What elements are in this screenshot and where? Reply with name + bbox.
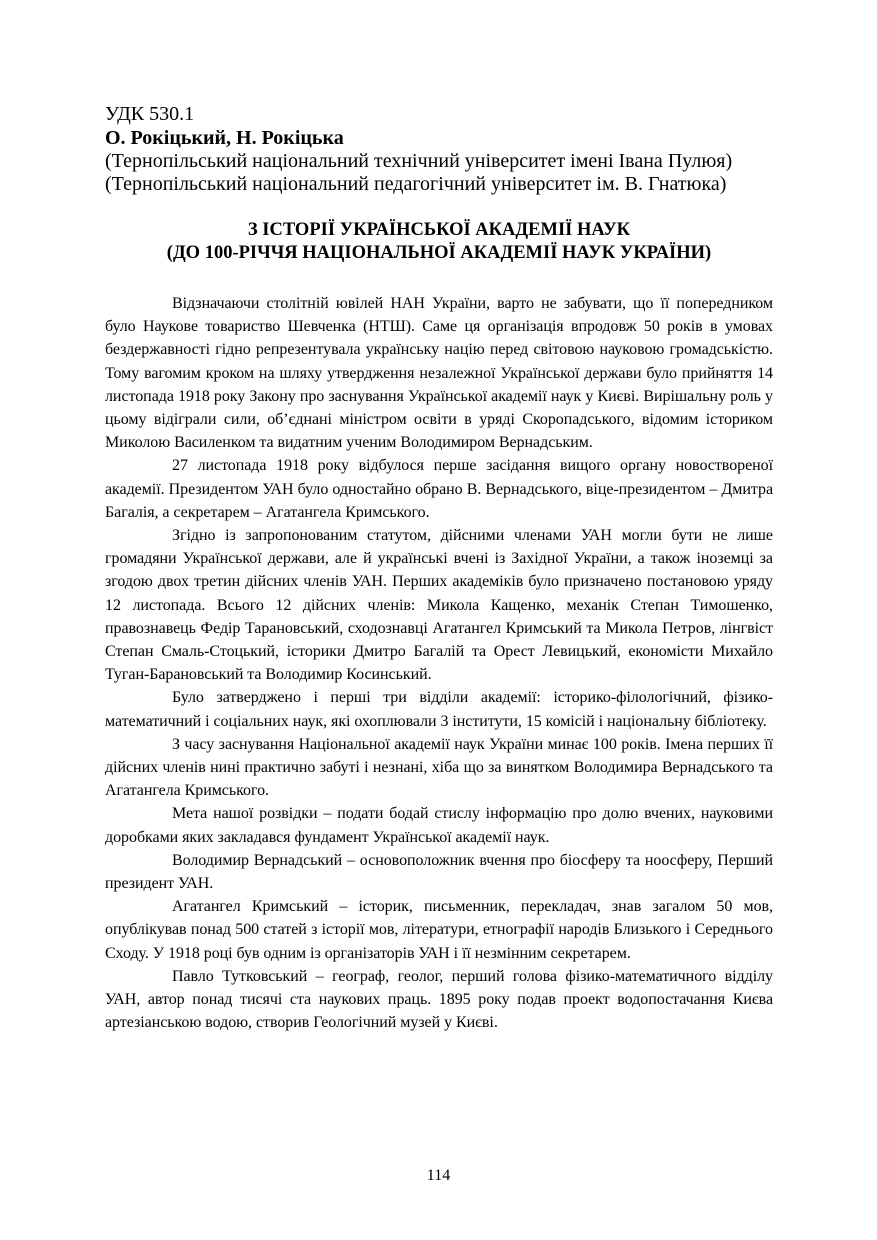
- paragraph: Володимир Вернадський – основоположник вчення про біосферу та ноосферу, Перший президент УАН.: [105, 851, 773, 893]
- paragraph: Відзначаючи столітній ювілей НАН України, варто не забувати, що її попередником було Наукове товариство Шевченка (НТШ). Саме ця організація впродовж 50 років в умовах бездержавності гідно репрезентувала українську націю перед світовою науковою громадськістю. Тому вагомим кроком на шляху утвердження незалежної Української держави було прийняття 14 листопада 1918 року Закону про заснування Української академії наук у Києві. Вирішальну роль у цьому відіграли сили, об’єднані міністром освіти в уряді Скоропадського, відомим істориком Миколою Василенком та видатним ученим Володимиром Вернадським.: [105, 295, 773, 452]
- paragraph: Мета нашої розвідки – подати бодай стислу інформацію про долю вчених, науковими доробками яких закладався фундамент Української академії наук.: [105, 805, 773, 846]
- article-title: [105, 219, 773, 265]
- paragraph: 27 листопада 1918 року відбулося перше засідання вищого органу новоствореної академії. Президентом УАН було одностайно обрано В. Вернадського, віце-президентом – Дмитра Багалія, а секретарем – Агатангела Кримського.: [105, 457, 773, 521]
- paragraph: Агатангел Кримський – історик, письменник, перекладач, знав загалом 50 мов, опублікував понад 500 статей з історії мов, літератури, етнографії народів Близького і Середнього Сходу. У 1918 році був одним із організаторів УАН і її незмінним секретарем.: [105, 898, 773, 962]
- authors: О. Рокіцький, Н. Рокіцька: [105, 127, 344, 149]
- page-number: 114: [426, 1167, 451, 1184]
- paragraph: Павло Тутковський – географ, геолог, перший голова фізико-математичного відділу УАН, автор понад тисячі ста наукових праць. 1895 року подав проект водопостачання Києва артезіанською водою, створив Геологічний музей у Києві.: [105, 967, 773, 1032]
- affiliation-1: (Тернопільський національний технічний університет імені Івана Пулюя): [105, 150, 733, 172]
- title-line-1: З ІСТОРІЇ УКРАЇНСЬКОЇ АКАДЕМІЇ НАУК: [247, 220, 631, 240]
- article-body: [105, 292, 773, 1035]
- page-content: [105, 103, 773, 1035]
- title-line-2: (ДО 100-РІЧЧЯ НАЦІОНАЛЬНОЇ АКАДЕМІЇ НАУК УКРАЇНИ): [166, 243, 712, 263]
- udc-code: УДК 530.1: [105, 103, 195, 125]
- paragraph: Було затверджено і перші три відділи академії: історико-філологічний, фізико-математичний і соціальних наук, які охоплювали 3 інститути, 15 комісій і національну бібліотеку.: [105, 689, 773, 730]
- affiliation-2: (Тернопільський національний педагогічний університет ім. В. Гнатюка): [105, 173, 727, 195]
- paragraph: З часу заснування Національної академії наук України минає 100 років. Імена перших її дійсних членів нині практично забуті і незнані, хіба що за винятком Володимира Вернадського та Агатангела Кримського.: [105, 735, 773, 800]
- paragraph: Згідно із запропонованим статутом, дійсними членами УАН могли бути не лише громадяни Української держави, але й українські вчені із Західної України, а також іноземці за згодою двох третин дійсних членів УАН. Перших академіків було призначено постановою уряду 12 листопада. Всього 12 дійсних членів: Микола Кащенко, механік Степан Тимошенко, правознавець Федір Тарановський, сходознавці Агатангел Кримський та Микола Петров, лінгвіст Степан Смаль-Стоцький, історики Дмитро Багалій та Орест Левицький, економісти Михайло Туган-Барановський та Володимир Косинський.: [105, 527, 773, 684]
